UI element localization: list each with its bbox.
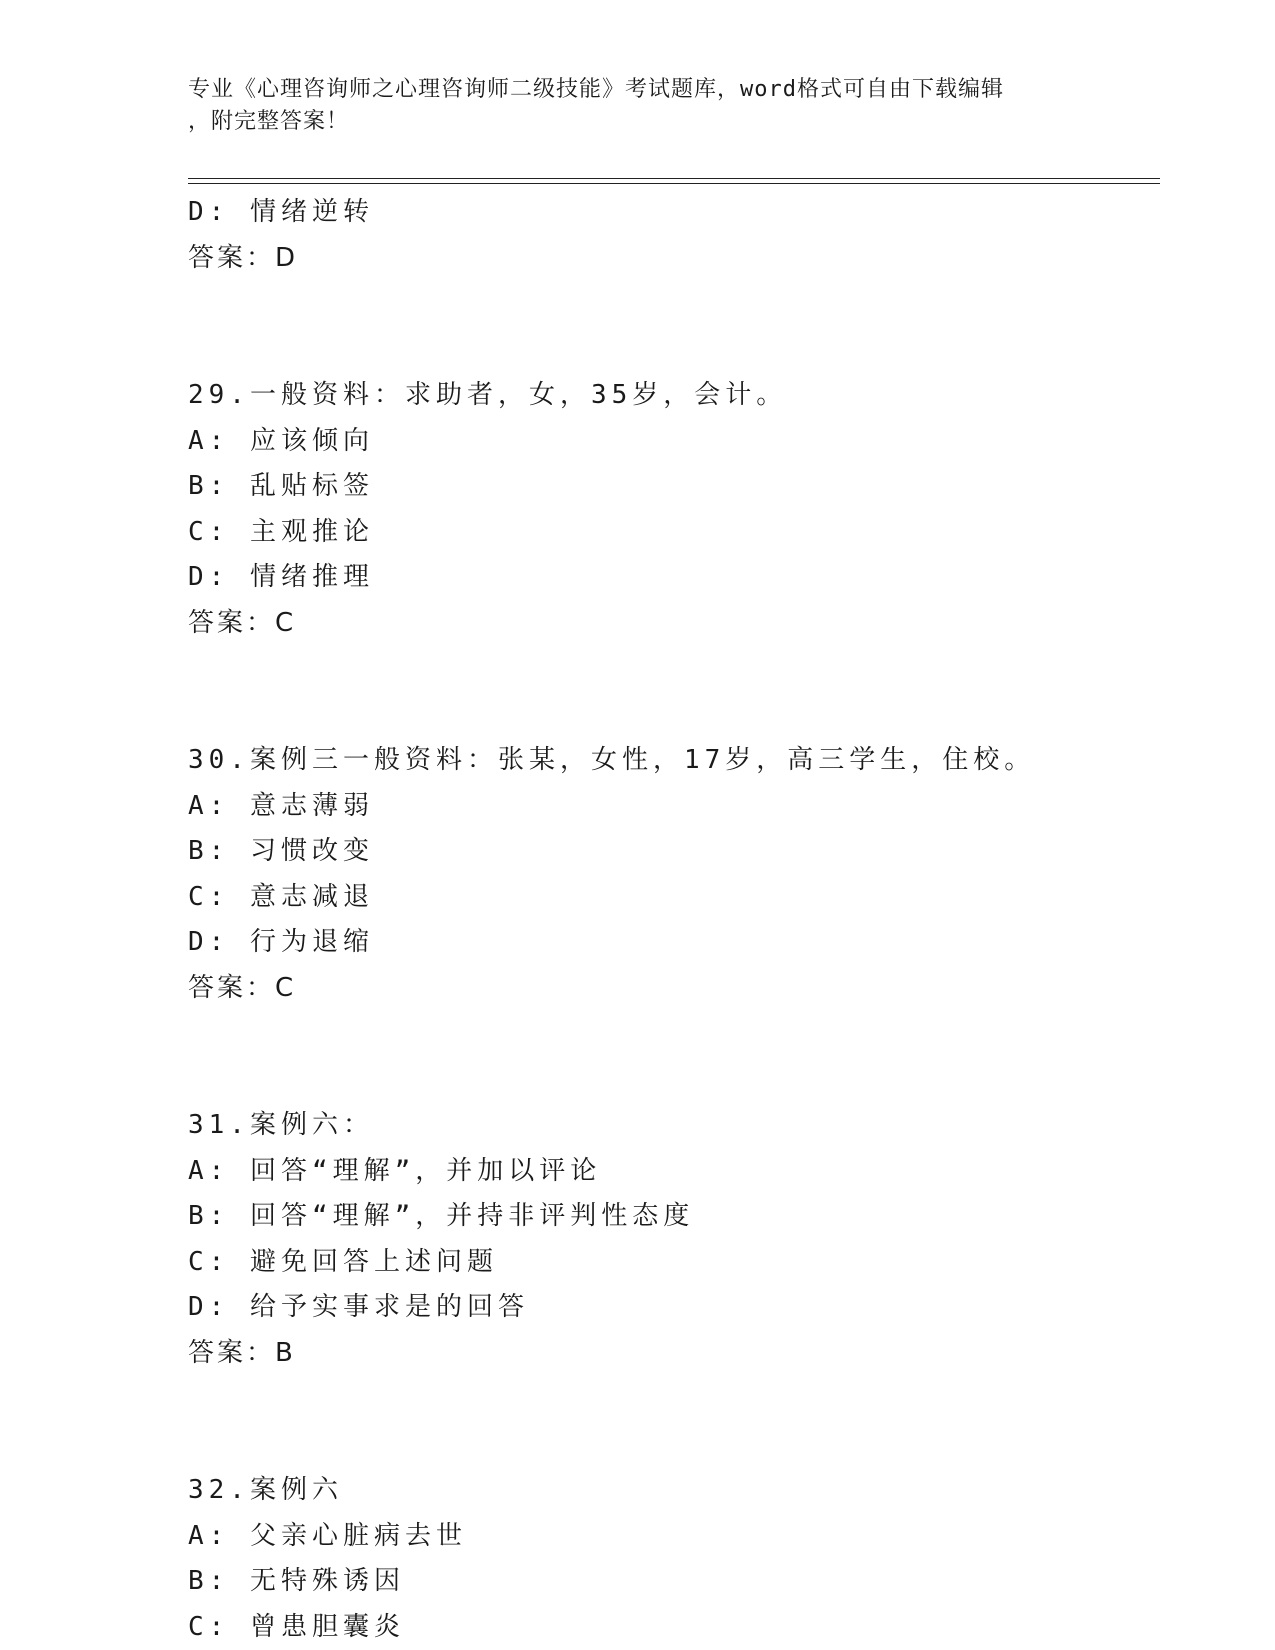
answer: 答案：C xyxy=(188,607,297,638)
question-list xyxy=(188,190,1160,1650)
question-title: 30.案例三一般资料：张某，女性，17岁，高三学生，住校。 xyxy=(188,745,1036,775)
option-b: B: 回答“理解”，并持非评判性态度 xyxy=(188,1201,695,1231)
header-rule-top xyxy=(188,178,1160,179)
question-32 xyxy=(188,1468,1160,1650)
option-d: D: 行为退缩 xyxy=(188,927,374,957)
answer: 答案：D xyxy=(188,242,299,273)
question-29 xyxy=(188,373,1160,646)
question-28-tail xyxy=(188,190,1160,281)
question-title: 29.一般资料：求助者，女，35岁，会计。 xyxy=(188,380,788,410)
option-c: C: 意志减退 xyxy=(188,881,374,912)
option-b: B: 习惯改变 xyxy=(188,836,374,866)
answer: 答案：B xyxy=(188,1337,296,1368)
question-title: 31.案例六： xyxy=(188,1110,374,1140)
question-31 xyxy=(188,1103,1160,1376)
option-c: C: 避免回答上述问题 xyxy=(188,1246,498,1277)
option-a: A: 应该倾向 xyxy=(188,425,374,456)
option-a: A: 回答“理解”，并加以评论 xyxy=(188,1155,602,1186)
option-a: A: 父亲心脏病去世 xyxy=(188,1520,467,1551)
question-title: 32.案例六 xyxy=(188,1475,343,1505)
option-c: C: 曾患胆囊炎 xyxy=(188,1611,405,1642)
option-b: B: 无特殊诱因 xyxy=(188,1566,405,1596)
question-30 xyxy=(188,738,1160,1011)
option-c: C: 主观推论 xyxy=(188,516,374,547)
option-d: D: 情绪逆转 xyxy=(188,197,374,227)
header-rule-bottom xyxy=(188,183,1160,184)
option-a: A: 意志薄弱 xyxy=(188,790,374,821)
document-header xyxy=(188,74,1088,138)
option-b: B: 乱贴标签 xyxy=(188,471,374,501)
answer: 答案：C xyxy=(188,972,297,1003)
option-d: D: 情绪推理 xyxy=(188,562,374,592)
option-d: D: 给予实事求是的回答 xyxy=(188,1292,529,1322)
header-line-2: ，附完整答案！ xyxy=(188,109,350,134)
header-line-1: 专业《心理咨询师之心理咨询师二级技能》考试题库，word格式可自由下载编辑 xyxy=(188,77,1004,102)
